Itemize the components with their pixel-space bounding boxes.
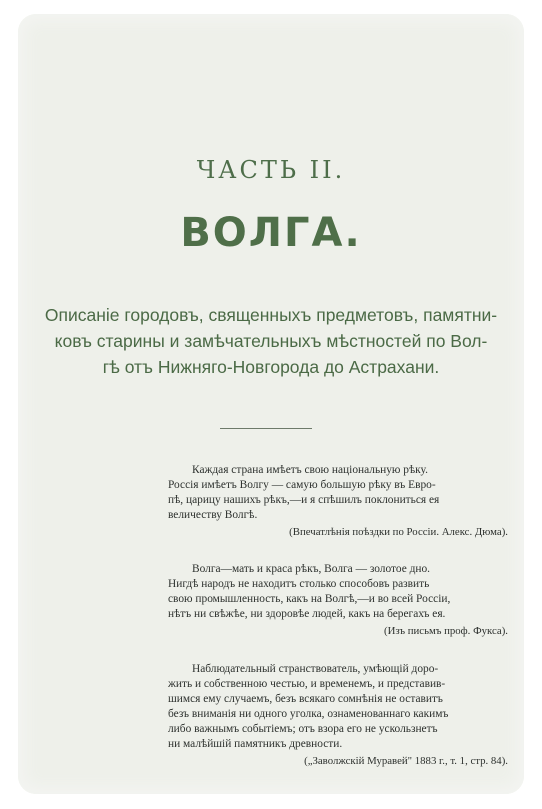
epigraph-source: (Изъ письмъ проф. Фукса). [383, 625, 508, 637]
epigraph-line: Нигдѣ народъ не находитъ столько способовъ развить [168, 578, 430, 590]
epigraph-line: либо важнымъ событіемъ; отъ взора его не ускользнетъ [168, 723, 438, 735]
epigraph-line: жить и собственною честью, и временемъ, и представив- [168, 678, 446, 690]
subtitle-line: ковъ старины и замѣчательныхъ мѣстностей по Вол- [54, 331, 488, 351]
epigraph-line: пѣ, царицу нашихъ рѣкъ,—и я спѣшилъ поклониться ея [168, 494, 440, 506]
epigraph-line: Каждая страна имѣетъ свою національную рѣку. [192, 464, 428, 476]
subtitle [36, 302, 506, 380]
divider-rule [220, 428, 312, 429]
subtitle-line: Описаніе городовъ, священныхъ предметовъ, памятни- [44, 305, 498, 325]
epigraph-source: („Заволжскій Муравей" 1883 г., т. 1, стр. 84). [304, 755, 508, 767]
main-title: ВОЛГА. [180, 210, 362, 256]
epigraph-line: шимся ему случаемъ, безъ всякаго сомнѣнія не оставитъ [168, 693, 443, 705]
epigraph-line: ни малѣйшій памятникъ древности. [168, 738, 343, 750]
epigraph-source: (Впечатлѣнія поѣздки по Россіи. Алекс. Дюма). [289, 526, 508, 538]
subtitle-line: гѣ отъ Нижняго-Новгорода до Астрахани. [102, 357, 440, 377]
epigraph-line: Волга—мать и краса рѣкъ, Волга — золотое дно. [192, 563, 431, 575]
epigraph-line: свою промышленность, какъ на Волгѣ,—и во всей Россіи, [168, 593, 451, 605]
epigraph-line: величеству Волгѣ. [168, 509, 258, 521]
part-title: ЧАСТЬ II. [196, 156, 346, 184]
epigraph-dumas [168, 463, 508, 540]
epigraph-line: Россія имѣетъ Волгу — самую большую рѣку въ Евро- [168, 479, 436, 491]
page-frame [18, 14, 524, 794]
epigraph-line: Наблюдательный странствователь, умѣющій доро- [192, 663, 439, 675]
book-page [18, 14, 524, 794]
epigraph-fuks [168, 562, 508, 639]
epigraph-line: нѣтъ ни свѣжѣе, ни здоровѣе людей, какъ на берегахъ ея. [168, 608, 446, 620]
epigraph-muravei [168, 662, 508, 769]
epigraph-line: безъ вниманія ни одного уголка, ознаменованнаго какимъ [168, 708, 449, 720]
